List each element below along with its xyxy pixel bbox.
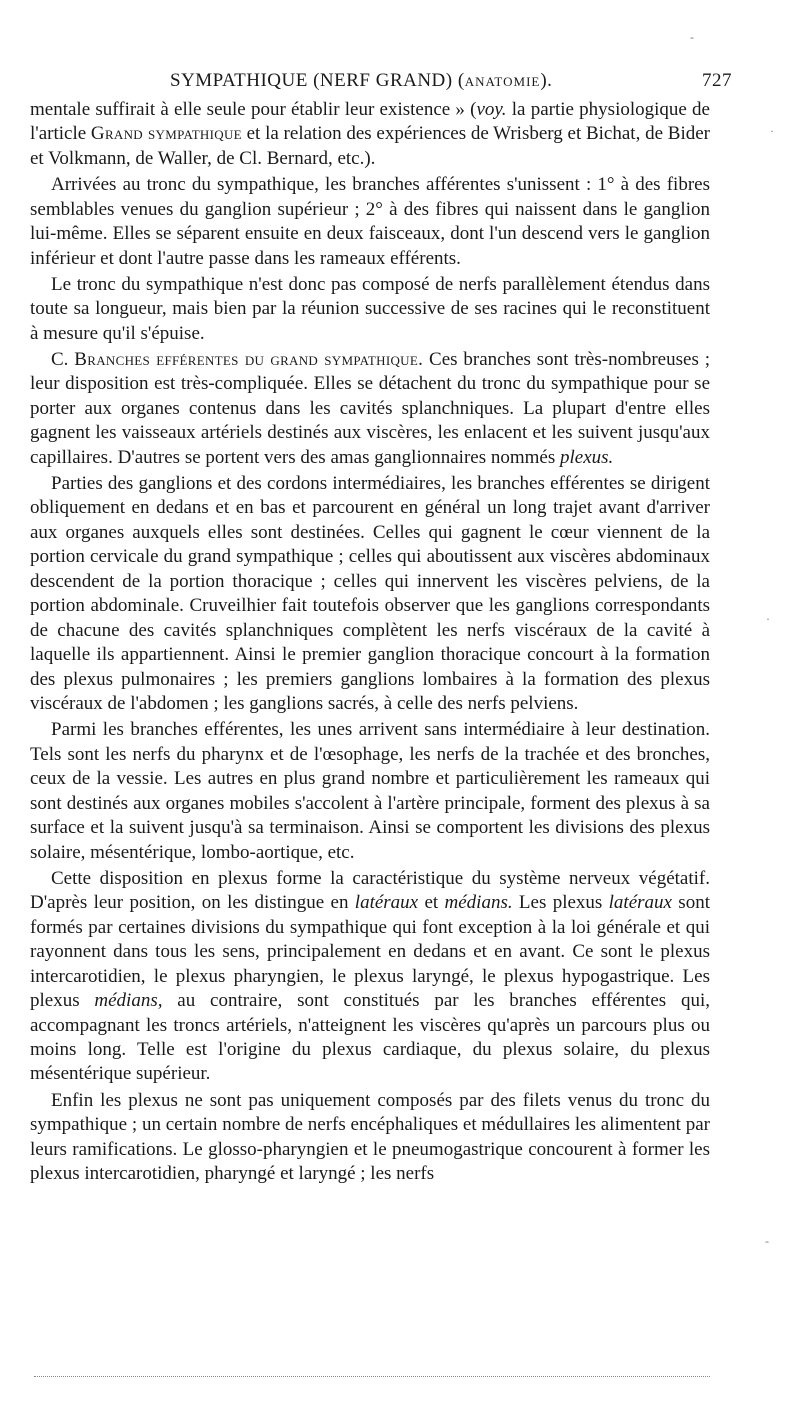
italic-text: voy. — [476, 99, 507, 120]
running-head-title — [170, 70, 552, 92]
paragraph-p6 — [30, 718, 710, 865]
italic-text: médians. — [444, 892, 513, 914]
text-run: au contraire, sont constitués par les branches efférentes qui, accompagnant les troncs artériels, n'atteignent les viscères qu'après un parcours plus ou moins long. Telle est l'origine du plexus cardiaque, du plexus solaire, du plexus mésentérique supérieur. — [30, 990, 710, 1085]
italic-text: médians, — [94, 990, 163, 1012]
running-head-title-main: SYMPATHIQUE (NERF GRAND) ( — [170, 70, 465, 91]
italic-text: plexus. — [560, 446, 614, 468]
body-text — [30, 98, 710, 1188]
paragraph-p8 — [30, 1089, 710, 1187]
text-run: Parties des ganglions et des cordons intermédiaires, les branches efférentes se dirigent obliquement en dedans et en bas et parcourent en général un long trajet avant d'arriver aux organes auxquels elles sont destinées. Celles qui gagnent le cœur viennent de la portion cervicale du grand sympathique ; celles qui aboutissent aux viscères abdominaux descendent de la portion thoracique ; celles qui innervent les viscères pelviens, de la portion abdominale. Cruveilhier fait toutefois observer que les ganglions correspondants de chacune des cavités splanchniques complètent les nerfs viscéraux de la cavité à laquelle ils appartiennent. Ainsi le premier ganglion thoracique concourt à la formation des plexus pulmonaires ; les premiers ganglions lombaires à la formation des plexus viscéraux de l'abdomen ; les ganglions sacrés, à celle des nerfs pelviens. — [30, 472, 710, 715]
text-run: Enfin les plexus ne sont pas uniquement composés par des filets venus du tronc du sympathique ; un certain nombre de nerfs encéphaliques et médullaires les alimentent par leurs ramifications. Le glosso-pharyngien et le pneumogastrique concourent à former les plexus intercarotidien, pharyngé et laryngé ; les nerfs — [30, 1089, 710, 1185]
stray-mark: - — [765, 1234, 769, 1248]
stray-mark: - — [690, 30, 694, 44]
paragraph-p5 — [30, 472, 710, 717]
text-run: Cette disposition en plexus forme la caractéristique du système nerveux végétatif. D'après leur position, on les distingue en — [30, 867, 710, 914]
stray-mark: · — [766, 612, 770, 626]
small-caps-text: Grand sympathique — [90, 123, 242, 145]
page-number: 727 — [702, 70, 732, 91]
text-run: la partie physiologique de l'article — [30, 99, 710, 145]
text-run: Le tronc du sympathique n'est donc pas composé de nerfs parallèlement étendus dans toute sa longueur, mais bien par la réunion successive de ses racines qui le reconstituent à mesure qu'il s'épuise. — [30, 273, 710, 344]
text-run: sont formés par certaines divisions du sympathique qui font exception à la loi générale et qui rayonnent dans tous les sens, principalement en dedans et en avant. Ce sont le plexus intercarotidien, le plexus pharyngien, le plexus laryngé, le plexus hypogastrique. Les plexus — [30, 892, 710, 1012]
running-head-title-close: ). — [540, 70, 553, 91]
text-run: Arrivées au tronc du sympathique, les branches afférentes s'unissent : 1° à des fibres semblables venues du ganglion supérieur ; 2° à des fibres qui naissent dans le ganglion lui-même. Elles se séparent ensuite en deux faisceaux, dont l'un descend vers le ganglion inférieur et dont l'autre passe dans les rameaux efférents. — [30, 174, 710, 269]
text-run: Ces branches sont très-nombreuses ; leur disposition est très-compliquée. Elles se détachent du tronc du sympathique pour se porter aux organes contenus dans les cavités splanchniques. La plupart d'entre elles gagnent les vaisseaux artériels destinés aux viscères, les enlacent et les suivent jusqu'aux capillaires. D'autres se portent vers des amas ganglionnaires nommés — [30, 348, 710, 468]
paragraph-p1 — [30, 98, 710, 171]
text-run: et la relation des expériences de Wrisberg et Bichat, de Bider et Volkmann, de Waller, de Cl. Bernard, etc.). — [30, 123, 710, 169]
italic-text: latéraux — [354, 892, 419, 914]
text-run: mentale suffirait à elle seule pour établir leur existence » ( — [30, 99, 477, 120]
italic-text: latéraux — [608, 892, 672, 914]
running-head-title-small: ANATOMIE — [464, 74, 541, 89]
small-caps-text: Branches efférentes du grand sympathique. — [74, 348, 424, 370]
paragraph-p4 — [30, 348, 710, 470]
paragraph-p2 — [30, 173, 710, 271]
paragraph-p3 — [30, 273, 710, 346]
text-run: et — [418, 892, 445, 914]
text-run: C. — [51, 348, 75, 370]
footer-dotted-rule — [34, 1376, 710, 1377]
paragraph-p7 — [30, 867, 710, 1087]
text-run: Parmi les branches efférentes, les unes arrivent sans intermédiaire à leur destination. Tels sont les nerfs du pharynx et de l'œsophage, les nerfs de la trachée et des bronches, ceux de la vessie. Les autres en plus grand nombre et particulièrement les rameaux qui sont destinés aux organes mobiles s'accolent à l'artère principale, forment des plexus à sa surface et la suivent jusqu'à sa terminaison. Ainsi se comportent les divisions des plexus solaire, mésentérique, lombo-aortique, etc. — [30, 719, 710, 863]
stray-mark: · — [770, 124, 774, 138]
running-head — [30, 70, 730, 100]
text-run: Les plexus — [512, 892, 609, 914]
